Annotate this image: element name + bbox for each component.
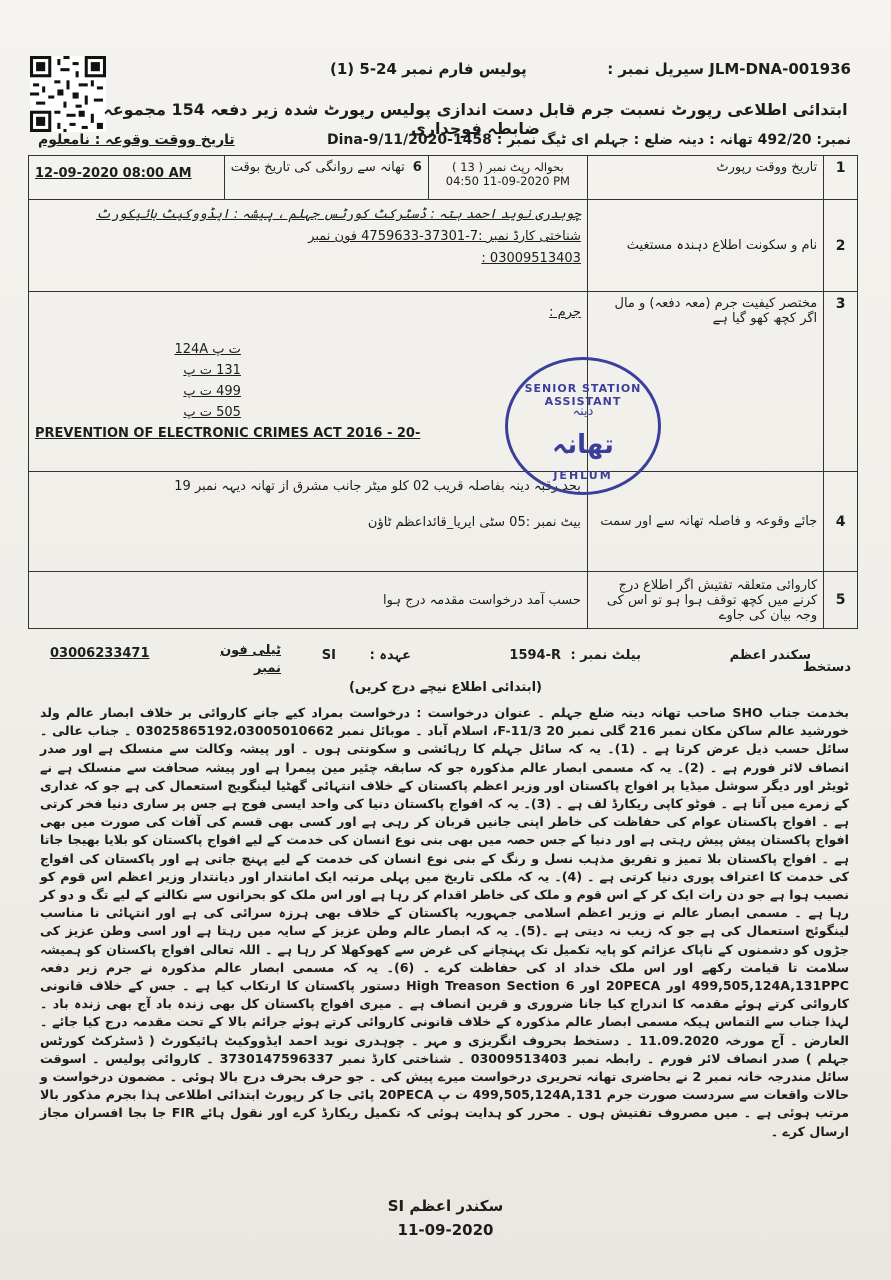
belt-number: 1594-R <box>509 648 561 663</box>
rank: SI <box>321 648 336 663</box>
rank-label: عہدہ : <box>369 648 411 663</box>
row5-label: کاروائی متعلقہ تفتیش اگر اطلاع درج کرنے میں کچھ توقف ہوا ہو تو اس کی وجہ بیان کی جاوے <box>587 572 823 629</box>
row3-label: مختصر کیفیت جرم (معہ دفعہ) و مال اگر کچھ کھو گیا ہے <box>587 292 823 472</box>
fir-table <box>28 155 858 629</box>
fir-number: نمبر: 492/20 تھانہ : دینہ ضلع : جہلم ای ٹیگ نمبر : Dina-9/11/2020-1458 <box>327 132 851 148</box>
row6-label: 6 تھانہ سے روانگی کی تاریخ بوقت <box>224 156 428 200</box>
table-row <box>29 572 858 629</box>
serial-label: سیریل نمبر : <box>607 60 704 78</box>
row5-value: حسب آمد درخواست مقدمہ درج ہوا <box>29 572 588 629</box>
row-number: 2 <box>824 200 858 292</box>
belt-label: بیلٹ نمبر : <box>570 648 641 663</box>
occurrence-date: تاریخ ووقت وقوعہ : نامعلوم <box>38 132 235 148</box>
officer-name: سکندر اعظم <box>729 648 811 663</box>
row1-label: تاریخ ووقت رپورٹ <box>587 156 823 200</box>
row2-label: نام و سکونت اطلاع دہندہ مستغیث <box>587 200 823 292</box>
row-number: 5 <box>824 572 858 629</box>
phone-number: 03006233471 <box>50 646 150 661</box>
phone-label: ٹیلی فون نمبر <box>220 643 281 676</box>
row4-label: جائے وقوعہ و فاصلہ تھانہ سے اور سمت <box>587 472 823 572</box>
row-number: 1 <box>824 156 858 200</box>
table-row <box>29 292 858 472</box>
row6-value: 12-09-2020 08:00 AM <box>29 156 225 200</box>
document-title: ابتدائی اطلاعی رپورٹ نسبت جرم قابل دست اندازی پولیس رپورٹ شدہ زیر دفعہ 154 مجموعہ ضابطہ فوجداری <box>103 100 848 138</box>
row4-value: بحد رقبہ دینہ بفاصلہ قریب 02 کلو میٹر جانب مشرق از تھانہ دیہہ نمبر 19 بیٹ نمبر :05 سٹی ایریا_قائداعظم ٹاؤن <box>29 472 588 572</box>
serial-number <box>607 60 851 78</box>
row2-value: چوہدری نوید احمد ہتہ : ڈسٹرکٹ کورٹس جہلم ، پیشہ : ایڈووکیٹ ہائیکورٹ شناختی کارڈ نمبر :7-37301-4759633 فون نمبر 03009513403 : <box>29 200 588 292</box>
table-row <box>29 472 858 572</box>
police-stamp: SENIOR STATION ASSISTANT دینہ تھانہ JEHLUM <box>505 357 661 495</box>
row-number: 3 <box>824 292 858 472</box>
fir-info-line <box>38 132 851 154</box>
footer-name: سکندر اعظم SI <box>387 1197 504 1215</box>
complaint-body: بخدمت جناب SHO صاحب تھانہ دینہ ضلع جہلم ۔ عنوان درخواست : درخواست بمراد کیے جانے کاروائی بر خلاف ابصار عالم ولد خورشید عالم ساکن مکان نمبر 216 گلی نمبر 20 F-11/3، اسلام آباد ۔ موبائل نمبر 03025865192،03005010662 ۔ جناب عالی ۔ سائل حسب ذیل عرض کرتا ہے ۔ (1)۔ یہ کہ سائل جہلم کا رہائشی و سکونتی ہوں ۔ اور پیشہ وکالت سے منسلک ہے اور صدر انصاف لائر فورم ہے ۔ (2)۔ یہ کہ مسمی ابصار عالم مذکورہ جو کہ سابقہ چئیر مین پیمرا ہے اور پیشہ صحافت سے منسلک ہے نے ٹویٹر اور دیگر سوشل میڈیا پر افواج پاکستان اور وزیر اعظم پاکستان کے خلاف انتہائی گھٹیا لینگویج استعمال کی ہے جو کہ غداری کے زمرے میں آتا ہے ۔ فوٹو کاپی ریکارڈ لف ہے ۔ (3)۔ یہ کہ افواج پاکستان دنیا کی واحد ایسی فوج ہے جس پر ساری دنیا فخر کرتی ہے ۔ افواج پاکستان عوام کی حفاظت کی خاطر اپنی جانیں قربان کر رہی ہے اور کسی بھی قسم کی آفات کی صورت میں بھی افواج پاکستان پیش پیش رہتی ہے اور دنیا کے جس حصہ میں بھی بنی نوع انسان کی خدمت کے لیے افواج پاکستان کو بلایا بھیجا جاتا ہے ۔ افواج پاکستان بلا تمیز و تفریق مذہب نسل و رنگ کے بنی نوع انسان کی خدمت کے لیے پہنچ جاتی ہے اور پاکستان کی افواج کی خدمت کا اعتراف پوری دنیا کرتی ہے ۔ (4)۔ یہ کہ ملکی تاریخ میں پہلی مرتبہ ایک امانتدار اور دیانتدار وزیر اعظم اس قوم کو نصیب ہوا ہے جو دن رات ایک کر کے اس قوم و ملک کی خاطر اقدام کر رہا ہے اور اس ملک کو بحرانوں سے نکالنے کے لیے تگ و دو کر رہا ہے ۔ مسمی ابصار عالم نے وزیر اعظم اسلامی جمہوریہ پاکستان کے خلاف بھی ہرزہ سرائی کی ہے اور انتہائی نا مناسب لینگوئج استعمال کی ہے جو کہ زیب نہ دیتی ہے ۔(5)۔ یہ کہ ابصار عالم وطن عزیز کے سایہ میں رہتا ہے اور اسی وطن عزیز کی جڑوں کو دشمنوں کے ناپاک عزائم کو پایہ تکمیل تک پہنچانے کی غرض سے کھوکھلا کر رہا ہے ۔ اللہ تعالی افواج پاکستان کو ہمیشہ سلامت تا قیامت رکھے اور اس ملک خداد اد کی حفاظت کرے ۔ (6)۔ یہ کہ مسمی ابصار عالم مذکورہ نے جرم زیر دفعہ 499,505,124A,131PPC اور 20PECA اور High Treason Section 6 دستور پاکستان کا ارتکاب کیا ہے ۔ جس کے خلاف قانونی کاروائی کرتے ہوئے مقدمہ کا اندراج کیا جانا ضروری و قرین انصاف ہے ۔ میری افواج پاکستان کل بھی زندہ باد آج بھی زندہ باد ۔ لہذا جناب سے التماس ہیکہ مسمی ابصار عالم مذکورہ کے خلاف قانونی کاروائی کرتے ہوئے جرائم بالا کے تحت مقدمہ درج کیا جائے ۔ العارض ۔ آج مورخہ 11.09.2020 ۔ دستخط بحروف انگریزی و مہر ۔ چوہدری نوید احمد ایڈووکیٹ ہائیکورٹ ( ڈسٹرکٹ کورٹس جہلم ) صدر انصاف لائر فورم ۔ رابطہ نمبر 03009513403 ۔ شناختی کارڈ نمبر 3730147596337 ۔ کاروائی پولیس ۔ اسوقت سائل مندرجہ خانہ نمبر 2 نے بحاضری تھانہ تحریری درخواست میرے پیش کی ۔ جو حرف بحرف درج بالا ہوئی ۔ مضمون درخواست و حالات واقعات سے سردست صورت جرم 499,505,124A,131 ت پ 20PECA پائی جا کر رپورٹ ابتدائی اطلاعی ہذا بجرم مذکور بالا مرتب ہوئی ہے ۔ میں مصروف تفتیش ہوں ۔ محرر کو ہدایت ہوئی کہ تکمیل ریکارڈ کرے اور نقول ہائے FIR جا بجا افسران مجاز ارسال کرے ۔ <box>40 705 850 1139</box>
row1-value: بحوالہ رپٹ نمبر ( 13 ) 11-09-2020 04:50 PM <box>428 156 587 200</box>
sign-label: دستخط <box>802 660 851 675</box>
table-row <box>29 156 858 200</box>
footer-date: 11-09-2020 <box>397 1221 494 1239</box>
table-row <box>29 200 858 292</box>
section-title: (ابتدائی اطلاع نیچے درج کریں) <box>348 680 542 695</box>
footer-signature <box>0 1194 891 1242</box>
form-number: پولیس فارم نمبر 24-5 (1) <box>330 60 527 78</box>
row-number: 4 <box>824 472 858 572</box>
row3-value: جرم : 124A ت پ 131 ت پ 499 ت پ 505 ت پ PREVENTION OF ELECTRONIC CRIMES ACT 2016 - 20- <box>29 292 588 472</box>
header-row <box>0 60 891 84</box>
serial-value: JLM-DNA-001936 <box>709 60 851 78</box>
